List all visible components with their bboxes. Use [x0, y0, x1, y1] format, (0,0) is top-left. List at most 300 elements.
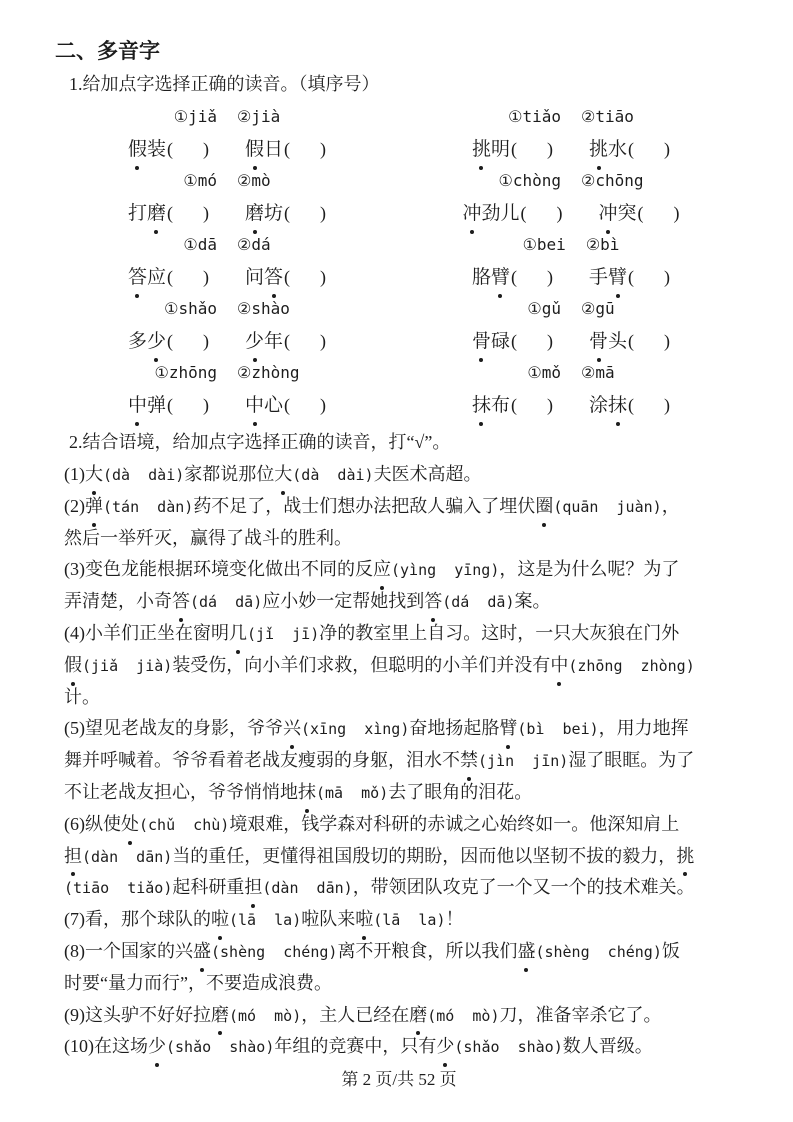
char: 日	[264, 139, 284, 160]
word-item	[245, 133, 326, 166]
answer-blank	[284, 261, 326, 293]
answer-blank	[521, 197, 563, 229]
sentence-text: 舞并呼喊着。爷爷看着老战友瘦弱的身躯，泪水不	[64, 750, 460, 771]
sentence-text: ，用力地挥	[598, 718, 689, 739]
words-row	[55, 389, 743, 421]
char: 胳	[471, 267, 491, 288]
word-text	[589, 134, 627, 166]
sentence-text: (6)纵使	[64, 813, 121, 834]
pinyin-option: ②gū	[581, 299, 615, 318]
word-item	[245, 325, 326, 358]
dotted-char: 少	[436, 1031, 454, 1063]
pinyin-choices: (tán dàn)	[103, 497, 194, 516]
bracket-close: )	[547, 331, 553, 351]
pinyin-choices: (tiāo tiǎo)	[64, 879, 173, 898]
pinyin-option: ②jià	[237, 107, 281, 126]
dotted-char: 磨	[409, 1000, 427, 1032]
bracket-open: (	[628, 267, 635, 287]
sentence-text: 湿了眼眶。为了	[568, 750, 695, 771]
sentence-line	[64, 523, 743, 555]
pinyin-option: ②zhòng	[237, 363, 300, 382]
answer-blank	[628, 325, 670, 357]
word-item	[128, 325, 209, 358]
sentence-text: 药不足了，战士们想办法把敌人骗入了埋伏	[193, 495, 536, 516]
dotted-char: 弹	[85, 491, 103, 523]
word-text	[128, 326, 166, 358]
sentence-text: 夫医术高超。	[373, 464, 482, 484]
pinyin-choices: (jìn jīn)	[478, 752, 569, 771]
dotted-char: 应	[373, 554, 391, 586]
bracket-open: (	[167, 331, 173, 351]
word-text	[245, 198, 283, 230]
word-text	[128, 390, 166, 422]
word-group	[472, 325, 670, 357]
word-text	[245, 134, 283, 166]
dotted-char: 臂	[499, 713, 517, 745]
dotted-char: 担	[244, 872, 262, 904]
dotted-char: 答	[264, 262, 283, 294]
dotted-char: 挑	[589, 134, 608, 166]
pinyin-choices: (quān juàn)	[553, 497, 662, 516]
dotted-char: 禁	[460, 745, 478, 777]
dotted-char: 假	[64, 650, 82, 682]
word-group	[472, 133, 670, 165]
bracket-open: (	[628, 139, 635, 159]
char: 儿	[500, 203, 520, 224]
bracket-open: (	[628, 395, 635, 415]
bracket-close: )	[320, 203, 327, 223]
bracket-open: (	[284, 203, 291, 223]
pinyin-options-row	[55, 293, 743, 325]
bracket-close: )	[673, 203, 680, 223]
dotted-char: 臂	[491, 262, 510, 294]
pinyin-option: ①chòng	[498, 171, 561, 190]
column-left	[55, 101, 399, 133]
char: 问	[245, 267, 265, 288]
sentence-text: 然后一举歼灭，赢得了战斗的胜利。	[64, 527, 352, 548]
dotted-char: 少	[148, 1031, 166, 1063]
pinyin-choices: (shèng chéng)	[211, 942, 338, 961]
bracket-close: )	[664, 331, 671, 351]
answer-blank	[511, 389, 553, 421]
dotted-char: 中	[245, 390, 264, 422]
answer-blank	[284, 389, 326, 421]
dotted-char: 挑	[472, 134, 491, 166]
word-item	[589, 325, 670, 358]
bracket-close: )	[320, 331, 327, 351]
sentence-text: 刀，准备宰杀它了。	[499, 1004, 662, 1025]
dotted-char: 几	[229, 618, 247, 650]
pinyin-option: ②shào	[237, 299, 290, 318]
word-text	[472, 390, 510, 422]
word-text	[472, 326, 510, 358]
sentence-text: 净的教室里上自习。这时，一只大灰狼在门外	[319, 622, 680, 643]
column-right	[399, 101, 743, 133]
dotted-char: 大	[274, 459, 292, 491]
pinyin-choices: (shèng chéng)	[535, 942, 662, 961]
bracket-close: )	[547, 267, 553, 287]
dotted-char: 骨	[589, 326, 608, 358]
word-text	[462, 198, 519, 230]
sentence-line	[64, 713, 743, 745]
pinyin-choices: (dá dā)	[442, 593, 515, 612]
word-group	[472, 261, 670, 293]
sentence-text: ，	[661, 495, 680, 516]
answer-blank	[167, 389, 209, 421]
dotted-char: 中	[550, 650, 568, 682]
char: 装	[146, 139, 166, 160]
column-left	[55, 197, 399, 229]
bracket-close: )	[320, 267, 327, 287]
dotted-char: 磨	[211, 1000, 229, 1032]
sentence-text: 境艰难，钱学森对科研的赤诚之心始终如一。他深知肩上	[229, 813, 680, 834]
pinyin-options	[174, 101, 281, 133]
word-group	[128, 389, 326, 421]
page-number-footer: 第 2 页/共 52 页	[341, 1070, 457, 1090]
answer-blank	[167, 197, 209, 229]
sentence-text: ，带领团队攻克了一个又一个的技术难关。	[352, 877, 695, 898]
dotted-char: 抹	[472, 390, 491, 422]
dotted-char: 答	[128, 262, 147, 294]
sentence-text: 计。	[64, 686, 100, 707]
dotted-char: 处	[121, 809, 139, 841]
column-right	[399, 357, 743, 389]
pinyin-options	[508, 101, 634, 133]
sentence-text: (4)小羊们正坐在窗明	[64, 622, 229, 643]
word-group	[128, 197, 326, 229]
bracket-open: (	[511, 331, 517, 351]
word-text	[128, 134, 166, 166]
word-item	[589, 133, 670, 166]
sentence-text: 离不开粮食，所以我们	[337, 940, 518, 961]
pinyin-choices: (yìng yīng)	[391, 561, 500, 580]
char: 手	[589, 267, 609, 288]
column-left	[55, 325, 399, 357]
word-item	[472, 133, 553, 166]
question-1-matching-grid	[55, 101, 743, 421]
bracket-open: (	[167, 203, 173, 223]
bracket-open: (	[628, 331, 635, 351]
bracket-open: (	[284, 267, 291, 287]
sentence-text: (2)	[64, 495, 85, 516]
sentence-text: (5)望见老战友的身影，爷爷	[64, 718, 283, 739]
words-row	[55, 325, 743, 357]
answer-blank	[628, 389, 670, 421]
question-1-heading: 1.给加点字选择正确的读音。（填序号）	[69, 74, 380, 94]
sentence-text: ，主人已经在	[301, 1004, 410, 1025]
bracket-open: (	[511, 267, 517, 287]
sentence-line	[64, 554, 743, 586]
sentence-line	[64, 1000, 743, 1032]
answer-blank	[628, 261, 670, 293]
bracket-open: (	[167, 139, 173, 159]
dotted-char: 臂	[608, 262, 627, 294]
answer-blank	[167, 133, 209, 165]
sentence-text: 饭	[661, 940, 680, 961]
sentence-text: 当的重任，更懂得祖国殷切的期盼，因而他以坚韧不拔的毅力，	[172, 845, 677, 866]
word-group	[128, 261, 326, 293]
column-right	[399, 229, 743, 261]
column-right	[399, 165, 743, 197]
word-group	[462, 197, 679, 229]
bracket-close: )	[664, 267, 671, 287]
char: 弹	[146, 395, 166, 416]
pinyin-choices: (bì bei)	[517, 720, 599, 739]
bracket-open: (	[511, 139, 517, 159]
column-right	[399, 325, 743, 357]
sentence-text: (7)看，那个球队的	[64, 909, 211, 930]
pinyin-options	[527, 357, 614, 389]
pinyin-option: ②mò	[237, 171, 271, 190]
pinyin-option: ②mā	[581, 363, 615, 382]
answer-blank	[284, 133, 326, 165]
sentence-text: 起科研重	[172, 877, 245, 898]
sentence-text: 啦队来	[301, 909, 356, 930]
word-item	[245, 197, 326, 230]
word-text	[245, 262, 283, 294]
pinyin-option: ①shǎo	[164, 299, 217, 318]
dotted-char: 答	[424, 586, 442, 618]
word-item	[472, 389, 553, 422]
sentence-text: 应小妙一定帮她找到	[262, 591, 425, 612]
dotted-char: 盛	[193, 936, 211, 968]
dotted-char: 啦	[211, 904, 229, 936]
bracket-open: (	[637, 203, 644, 223]
bracket-open: (	[167, 267, 173, 287]
word-item	[128, 197, 209, 230]
column-right	[399, 261, 743, 293]
pinyin-choices: (mó mò)	[427, 1006, 500, 1025]
sentence-text: (3)变色龙能根据环境变化做出不同的反	[64, 559, 373, 580]
word-text	[128, 262, 166, 294]
pinyin-option: ①dā	[183, 235, 217, 254]
word-text	[599, 198, 637, 230]
dotted-char: 大	[85, 459, 103, 491]
word-item	[472, 325, 553, 358]
bracket-close: )	[320, 139, 327, 159]
word-item	[245, 389, 326, 422]
answer-blank	[511, 133, 553, 165]
column-left	[55, 389, 399, 421]
answer-blank	[167, 261, 209, 293]
column-right	[399, 197, 743, 229]
sentence-text: (8)一个国家的兴	[64, 940, 193, 961]
dotted-char: 盛	[517, 936, 535, 968]
bracket-close: )	[664, 395, 671, 415]
bracket-open: (	[284, 395, 291, 415]
sentence-line	[64, 459, 743, 491]
sentence-line	[64, 904, 743, 936]
pinyin-option: ②dá	[237, 235, 271, 254]
pinyin-choices: (dá dā)	[190, 593, 263, 612]
pinyin-options-row	[55, 101, 743, 133]
word-text	[472, 134, 510, 166]
pinyin-choices: (dà dài)	[292, 466, 374, 484]
pinyin-option: ②bì	[585, 235, 620, 254]
dotted-char: 答	[172, 586, 190, 618]
pinyin-options-row	[55, 165, 743, 197]
sentence-line	[64, 682, 743, 714]
word-text	[128, 198, 166, 230]
char: 水	[608, 139, 628, 160]
pinyin-choices: (zhōng zhòng)	[568, 656, 695, 675]
char: 多	[127, 331, 147, 352]
section-title: 二、多音字	[55, 40, 160, 63]
pinyin-options	[154, 357, 299, 389]
sentence-text: 弄清楚，小奇	[64, 591, 172, 612]
word-text	[589, 326, 627, 358]
sentence-line	[64, 650, 743, 682]
question-2-heading: 2.结合语境，给加点字选择正确的读音，打“√”。	[69, 432, 451, 452]
sentence-line	[64, 777, 743, 809]
sentence-line	[64, 745, 743, 777]
pinyin-option: ①mó	[183, 171, 217, 190]
word-item	[589, 261, 670, 294]
word-item	[128, 389, 209, 422]
dotted-char: 啦	[355, 904, 373, 936]
pinyin-choices: (mó mò)	[229, 1006, 302, 1025]
dotted-char: 假	[245, 134, 264, 166]
word-item	[589, 389, 670, 422]
pinyin-choices: (dàn dān)	[262, 879, 353, 898]
pinyin-option: ②chōng	[581, 171, 644, 190]
char: 涂	[589, 395, 609, 416]
dotted-char: 骨	[472, 326, 491, 358]
sentence-text: ！	[445, 909, 464, 930]
column-right	[399, 293, 743, 325]
pinyin-options	[183, 165, 270, 197]
words-row	[55, 261, 743, 293]
pinyin-options	[527, 293, 614, 325]
pinyin-option: ①bei	[522, 235, 566, 254]
pinyin-choices: (jiǎ jià)	[82, 656, 173, 675]
pinyin-choices: (dàn dān)	[82, 847, 173, 866]
dotted-char: 磨	[245, 198, 264, 230]
dotted-char: 少	[245, 326, 264, 358]
dotted-char: 少	[147, 326, 166, 358]
word-text	[472, 262, 510, 294]
answer-blank	[638, 197, 680, 229]
dotted-char: 冲	[599, 198, 618, 230]
sentence-text: ，这是为什么呢？为了	[499, 559, 680, 580]
char: 应	[146, 267, 166, 288]
answer-blank	[284, 197, 326, 229]
char: 突	[617, 203, 637, 224]
dotted-char: 磨	[147, 198, 166, 230]
words-row	[55, 197, 743, 229]
bracket-close: )	[203, 203, 209, 223]
answer-blank	[284, 325, 326, 357]
column-left	[55, 357, 399, 389]
word-text	[245, 390, 283, 422]
column-left	[55, 261, 399, 293]
answer-blank	[628, 133, 670, 165]
sentence-text: 年组的竞赛中，只有	[274, 1036, 437, 1057]
question-2-sentences	[55, 459, 743, 1063]
answer-blank	[167, 325, 209, 357]
sentence-line	[64, 618, 743, 650]
pinyin-choices: (lā la)	[373, 911, 446, 930]
word-text	[245, 326, 283, 358]
bracket-close: )	[203, 267, 209, 287]
sentence-text: 去了眼角的泪花。	[388, 781, 533, 802]
pinyin-choices: (dà dài)	[103, 466, 185, 484]
word-item	[599, 197, 680, 230]
bracket-close: )	[203, 395, 209, 415]
pinyin-choices: (shǎo shào)	[454, 1038, 563, 1057]
bracket-close: )	[203, 331, 209, 351]
word-group	[128, 325, 326, 357]
column-left	[55, 229, 399, 261]
char: 坊	[264, 203, 284, 224]
sentence-text: 装受伤，向小羊们求救，但聪明的小羊们并没有	[172, 654, 551, 675]
sentence-text: (10)在这场	[64, 1036, 148, 1057]
bracket-open: (	[284, 139, 291, 159]
pinyin-choices: (lā la)	[229, 911, 302, 930]
pinyin-option: ①tiǎo	[508, 107, 561, 126]
pinyin-option: ②tiāo	[581, 107, 634, 126]
sentence-line	[64, 872, 743, 904]
word-item	[462, 197, 562, 230]
pinyin-options	[498, 165, 643, 197]
pinyin-option: ①zhōng	[154, 363, 217, 382]
word-text	[589, 262, 627, 294]
word-item	[472, 261, 553, 294]
answer-blank	[511, 261, 553, 293]
pinyin-option: ①gǔ	[527, 299, 561, 318]
bracket-open: (	[511, 395, 517, 415]
char: 头	[608, 331, 628, 352]
sentence-text: 时要“量力而行”，不要造成浪费。	[64, 972, 332, 993]
sentence-line	[64, 936, 743, 968]
sentence-text: 案。	[514, 591, 551, 612]
pinyin-options-row	[55, 357, 743, 389]
words-row	[55, 133, 743, 165]
word-item	[245, 261, 326, 294]
char: 打	[127, 203, 147, 224]
char: 明	[490, 139, 510, 160]
column-left	[55, 293, 399, 325]
word-group	[472, 389, 670, 421]
pinyin-choices: (mā mǒ)	[316, 783, 389, 802]
pinyin-options	[164, 293, 290, 325]
pinyin-choices: (xīng xìng)	[301, 720, 410, 739]
char: 年	[264, 331, 284, 352]
dotted-char: 假	[128, 134, 147, 166]
dotted-char: 冲	[462, 198, 481, 230]
sentence-text: 家都说那位	[184, 464, 275, 484]
sentence-text: 不让老战友担心，爷爷悄悄地	[64, 781, 298, 802]
dotted-char: 抹	[608, 390, 627, 422]
dotted-char: 兴	[283, 713, 301, 745]
word-item	[128, 133, 209, 166]
answer-blank	[511, 325, 553, 357]
column-left	[55, 165, 399, 197]
bracket-close: )	[547, 395, 553, 415]
sentence-line	[64, 491, 743, 523]
dotted-char: 担	[64, 841, 82, 873]
dotted-char: 抹	[298, 777, 316, 809]
char: 心	[264, 395, 284, 416]
dotted-char: 圈	[535, 491, 553, 523]
sentence-text: (1)	[64, 464, 85, 484]
pinyin-options-row	[55, 229, 743, 261]
column-right	[399, 133, 743, 165]
word-text	[589, 390, 627, 422]
char: 碌	[490, 331, 510, 352]
bracket-close: )	[556, 203, 563, 223]
bracket-open: (	[167, 395, 173, 415]
